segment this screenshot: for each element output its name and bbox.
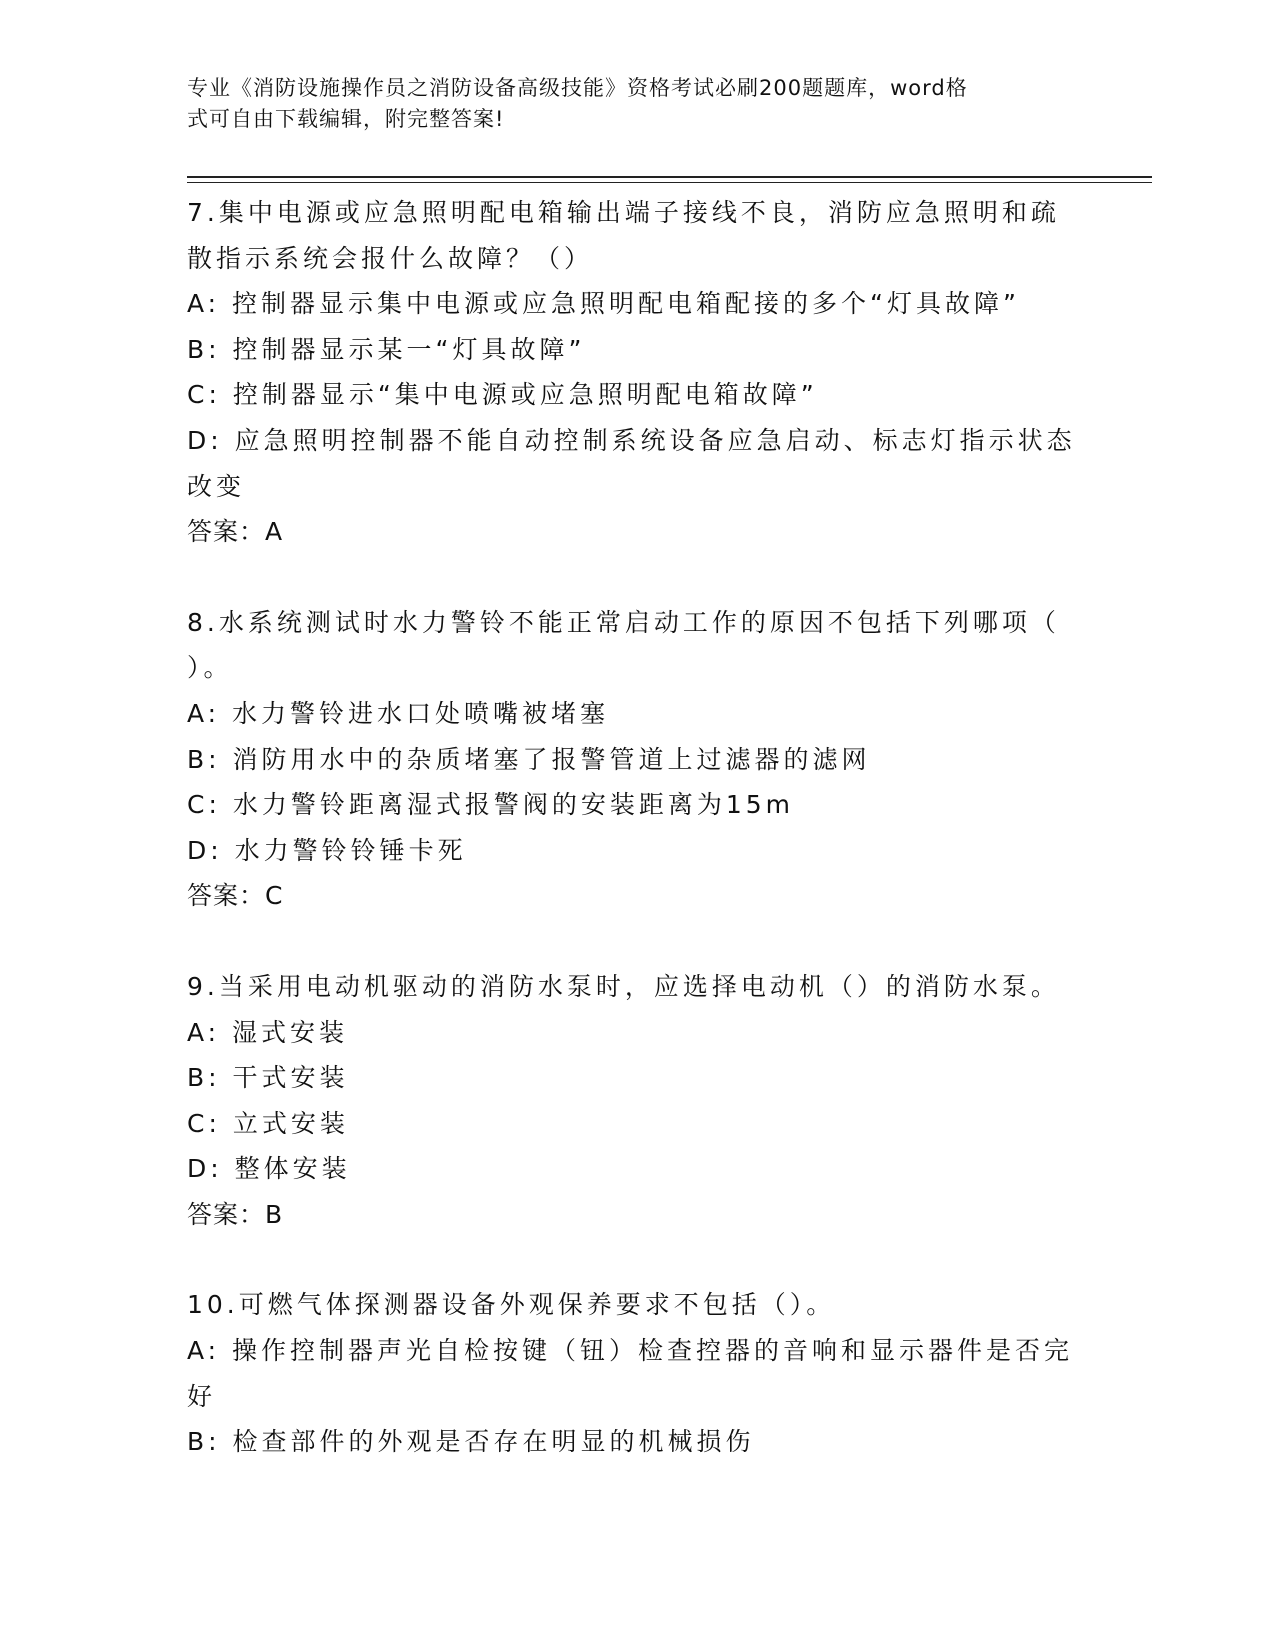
- question-stem-continued: ）。: [187, 653, 233, 683]
- question-stem: 10.可燃气体探测器设备外观保养要求不包括（）。: [187, 1290, 836, 1320]
- option-d: D: 水力警铃铃锤卡死: [187, 835, 467, 865]
- question-stem: 7.集中电源或应急照明配电箱输出端子接线不良，消防应急照明和疏: [187, 198, 1060, 227]
- option-b: B: 检查部件的外观是否存在明显的机械损伤: [187, 1427, 755, 1457]
- option-a: A: 控制器显示集中电源或应急照明配电箱配接的多个“灯具故障”: [187, 289, 1020, 319]
- option-d: D: 应急照明控制器不能自动控制系统设备应急启动、标志灯指示状态: [187, 425, 1076, 455]
- answer: 答案：A: [187, 517, 284, 547]
- option-a: A: 湿式安装: [187, 1017, 349, 1047]
- document-header: [187, 73, 1057, 135]
- answer: 答案：C: [187, 881, 284, 911]
- question-stem: 8.水系统测试时水力警铃不能正常启动工作的原因不包括下列哪项（: [187, 607, 1060, 637]
- question-9: [187, 964, 1087, 1238]
- question-list: [187, 190, 1087, 1510]
- option-d-continued: 改变: [187, 471, 246, 501]
- option-a-continued: 好: [187, 1381, 217, 1411]
- header-divider-thin: [187, 182, 1152, 183]
- option-c: C: 控制器显示“集中电源或应急照明配电箱故障”: [187, 380, 818, 410]
- question-10: [187, 1282, 1087, 1464]
- option-c: C: 立式安装: [187, 1108, 349, 1138]
- option-b: B: 消防用水中的杂质堵塞了报警管道上过滤器的滤网: [187, 744, 871, 774]
- header-line-2: 式可自由下载编辑，附完整答案!: [187, 107, 505, 131]
- option-a: A: 水力警铃进水口处喷嘴被堵塞: [187, 698, 610, 728]
- option-c: C: 水力警铃距离湿式报警阀的安装距离为15m: [187, 790, 794, 820]
- question-stem: 9.当采用电动机驱动的消防水泵时，应选择电动机（）的消防水泵。: [187, 971, 1060, 1001]
- question-8: [187, 600, 1087, 919]
- option-b: B: 干式安装: [187, 1063, 349, 1093]
- question-stem-continued: 散指示系统会报什么故障？（）: [187, 243, 594, 273]
- option-b: B: 控制器显示某一“灯具故障”: [187, 334, 586, 364]
- header-divider-thick: [187, 176, 1152, 178]
- header-line-1: 专业《消防设施操作员之消防设备高级技能》资格考试必刷200题题库，word格: [187, 76, 968, 100]
- option-a: A: 操作控制器声光自检按键（钮）检查控器的音响和显示器件是否完: [187, 1336, 1074, 1366]
- option-d: D: 整体安装: [187, 1154, 351, 1184]
- question-7: [187, 190, 1087, 555]
- answer: 答案：B: [187, 1199, 284, 1229]
